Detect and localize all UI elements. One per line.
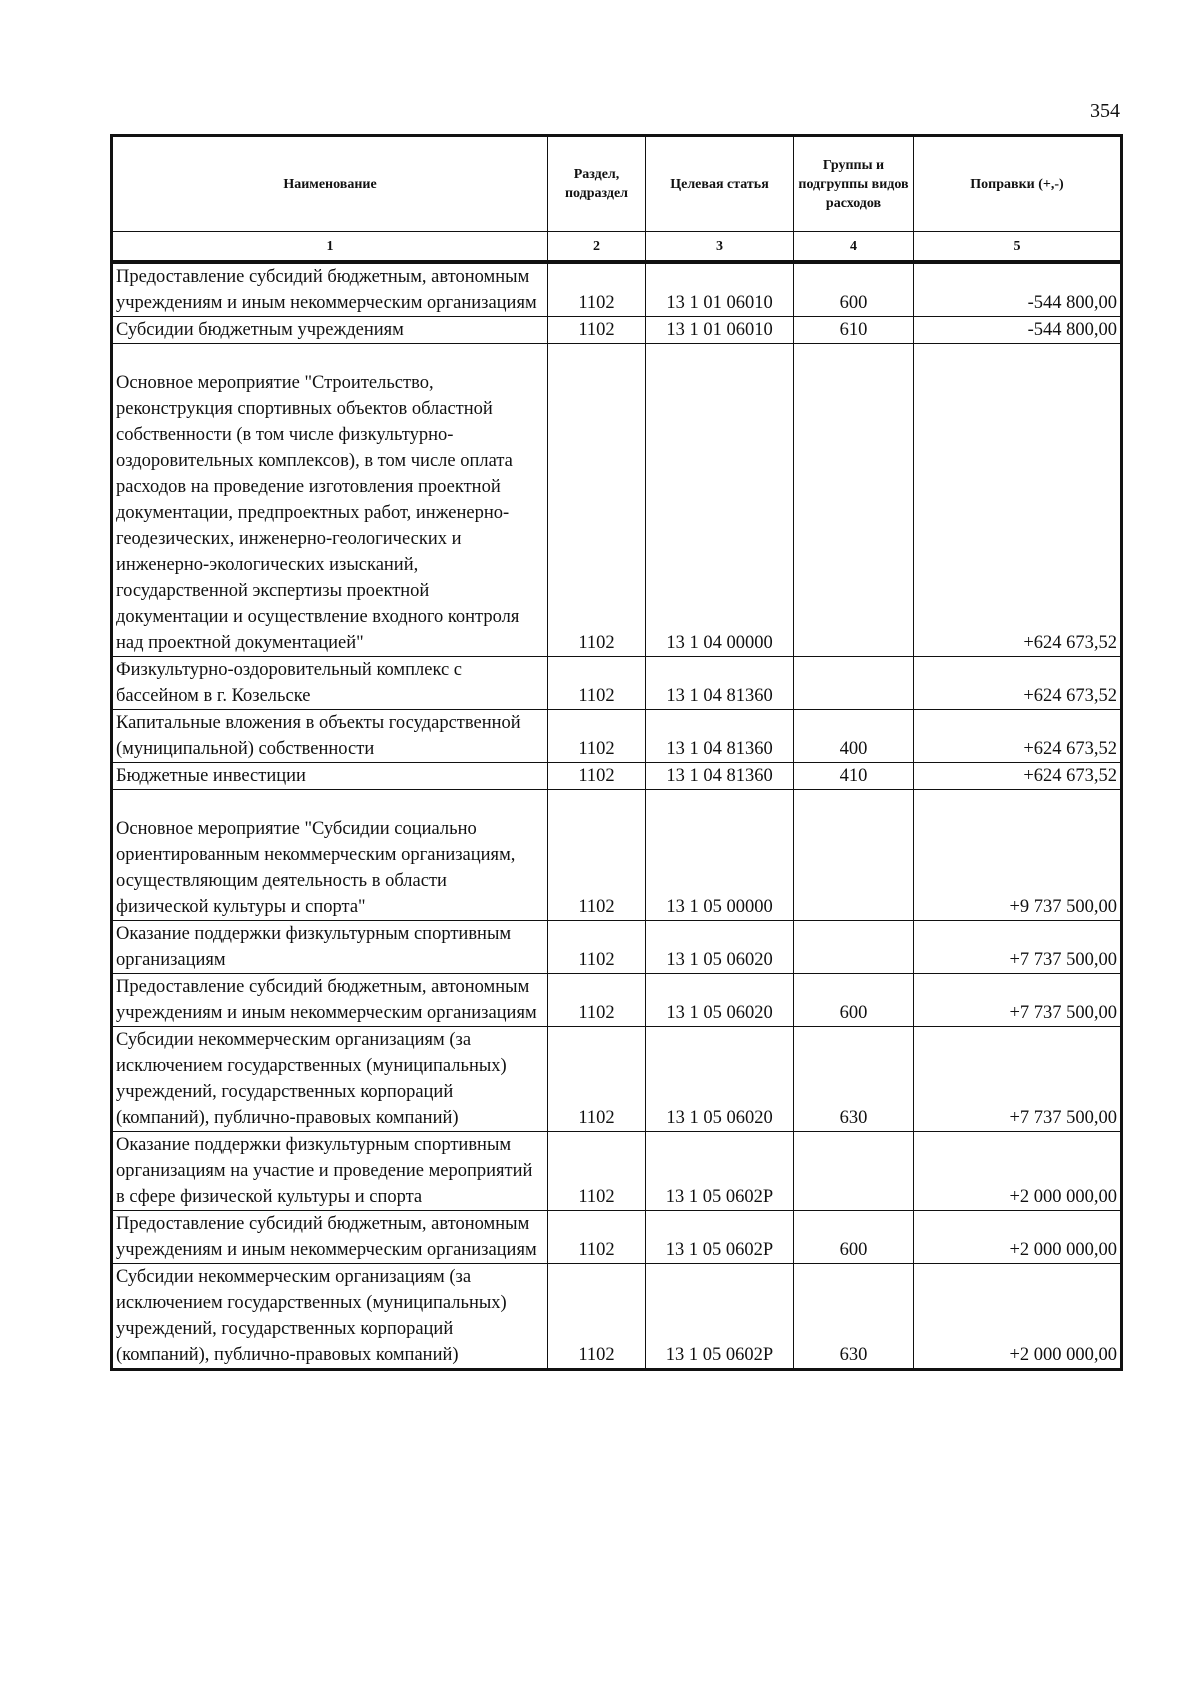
row-article: 13 1 05 06020 xyxy=(646,921,794,974)
row-group xyxy=(794,921,914,974)
row-name: Бюджетные инвестиции xyxy=(112,763,548,790)
row-article: 13 1 01 06010 xyxy=(646,262,794,317)
row-article: 13 1 04 81360 xyxy=(646,763,794,790)
row-article: 13 1 04 81360 xyxy=(646,657,794,710)
row-article: 13 1 05 0602P xyxy=(646,1211,794,1264)
table-row xyxy=(112,790,1122,921)
row-section: 1102 xyxy=(548,344,646,657)
row-name: Оказание поддержки физкультурным спортивным организациям на участие и проведение мероприятий в сфере физической культуры и спорта xyxy=(112,1132,548,1211)
row-amount: +2 000 000,00 xyxy=(914,1211,1122,1264)
row-article: 13 1 04 00000 xyxy=(646,344,794,657)
column-number: 1 xyxy=(112,232,548,263)
row-amount: -544 800,00 xyxy=(914,317,1122,344)
row-amount: -544 800,00 xyxy=(914,262,1122,317)
row-section: 1102 xyxy=(548,921,646,974)
row-article: 13 1 05 0602P xyxy=(646,1264,794,1370)
row-group xyxy=(794,657,914,710)
row-section: 1102 xyxy=(548,1264,646,1370)
row-amount: +7 737 500,00 xyxy=(914,1027,1122,1132)
table-row xyxy=(112,921,1122,974)
row-section: 1102 xyxy=(548,262,646,317)
table-row xyxy=(112,262,1122,317)
row-name: Субсидии некоммерческим организациям (за исключением государственных (муниципальных) учреждений, государственных корпораций (компаний), публично-правовых компаний) xyxy=(112,1264,548,1370)
row-article: 13 1 05 00000 xyxy=(646,790,794,921)
table-row xyxy=(112,1264,1122,1370)
row-group: 630 xyxy=(794,1027,914,1132)
row-name: Предоставление субсидий бюджетным, автономным учреждениям и иным некоммерческим организациям xyxy=(112,262,548,317)
table-row xyxy=(112,1132,1122,1211)
table-row xyxy=(112,657,1122,710)
row-name: Субсидии бюджетным учреждениям xyxy=(112,317,548,344)
row-article: 13 1 05 06020 xyxy=(646,974,794,1027)
row-name: Капитальные вложения в объекты государственной (муниципальной) собственности xyxy=(112,710,548,763)
row-amount: +7 737 500,00 xyxy=(914,974,1122,1027)
header-article: Целевая статья xyxy=(646,136,794,232)
row-group xyxy=(794,790,914,921)
row-group: 610 xyxy=(794,317,914,344)
row-group: 600 xyxy=(794,262,914,317)
column-number: 3 xyxy=(646,232,794,263)
row-article: 13 1 01 06010 xyxy=(646,317,794,344)
row-amount: +624 673,52 xyxy=(914,657,1122,710)
row-group: 600 xyxy=(794,1211,914,1264)
column-number: 4 xyxy=(794,232,914,263)
row-group: 400 xyxy=(794,710,914,763)
header-section: Раздел, подраздел xyxy=(548,136,646,232)
row-section: 1102 xyxy=(548,1027,646,1132)
row-amount: +624 673,52 xyxy=(914,710,1122,763)
row-group: 630 xyxy=(794,1264,914,1370)
row-group xyxy=(794,1132,914,1211)
header-group: Группы и подгруппы видов расходов xyxy=(794,136,914,232)
table-row xyxy=(112,317,1122,344)
row-name: Оказание поддержки физкультурным спортивным организациям xyxy=(112,921,548,974)
row-section: 1102 xyxy=(548,710,646,763)
row-group: 410 xyxy=(794,763,914,790)
row-section: 1102 xyxy=(548,974,646,1027)
row-section: 1102 xyxy=(548,317,646,344)
table-row xyxy=(112,344,1122,657)
row-name: Субсидии некоммерческим организациям (за исключением государственных (муниципальных) учреждений, государственных корпораций (компаний), публично-правовых компаний) xyxy=(112,1027,548,1132)
row-section: 1102 xyxy=(548,1211,646,1264)
row-group xyxy=(794,344,914,657)
row-name: Основное мероприятие "Строительство, реконструкция спортивных объектов областной собственности (в том числе физкультурно-оздоровительных комплексов), в том числе оплата расходов на проведение изготовления проектной документации, предпроектных работ, инженерно-геодезических, инженерно-геологических и инженерно-экологических изысканий, государственной экспертизы проектной документации и осуществление входного контроля над проектной документацией" xyxy=(112,344,548,657)
row-article: 13 1 05 06020 xyxy=(646,1027,794,1132)
row-name: Предоставление субсидий бюджетным, автономным учреждениям и иным некоммерческим организациям xyxy=(112,974,548,1027)
row-article: 13 1 05 0602P xyxy=(646,1132,794,1211)
row-amount: +2 000 000,00 xyxy=(914,1264,1122,1370)
table-row xyxy=(112,974,1122,1027)
column-number: 2 xyxy=(548,232,646,263)
row-amount: +9 737 500,00 xyxy=(914,790,1122,921)
row-amount: +7 737 500,00 xyxy=(914,921,1122,974)
row-amount: +624 673,52 xyxy=(914,344,1122,657)
row-name: Основное мероприятие "Субсидии социально ориентированным некоммерческим организациям, осуществляющим деятельность в области физической культуры и спорта" xyxy=(112,790,548,921)
row-section: 1102 xyxy=(548,1132,646,1211)
table-row xyxy=(112,763,1122,790)
column-number: 5 xyxy=(914,232,1122,263)
budget-amendments-table xyxy=(110,134,1123,1371)
table-row xyxy=(112,710,1122,763)
row-section: 1102 xyxy=(548,763,646,790)
table-row xyxy=(112,1027,1122,1132)
page-number: 354 xyxy=(1090,100,1120,122)
row-amount: +2 000 000,00 xyxy=(914,1132,1122,1211)
header-name: Наименование xyxy=(112,136,548,232)
row-name: Предоставление субсидий бюджетным, автономным учреждениям и иным некоммерческим организациям xyxy=(112,1211,548,1264)
row-amount: +624 673,52 xyxy=(914,763,1122,790)
row-section: 1102 xyxy=(548,790,646,921)
row-group: 600 xyxy=(794,974,914,1027)
header-amount: Поправки (+,-) xyxy=(914,136,1122,232)
row-article: 13 1 04 81360 xyxy=(646,710,794,763)
row-name: Физкультурно-оздоровительный комплекс с бассейном в г. Козельске xyxy=(112,657,548,710)
row-section: 1102 xyxy=(548,657,646,710)
table-row xyxy=(112,1211,1122,1264)
